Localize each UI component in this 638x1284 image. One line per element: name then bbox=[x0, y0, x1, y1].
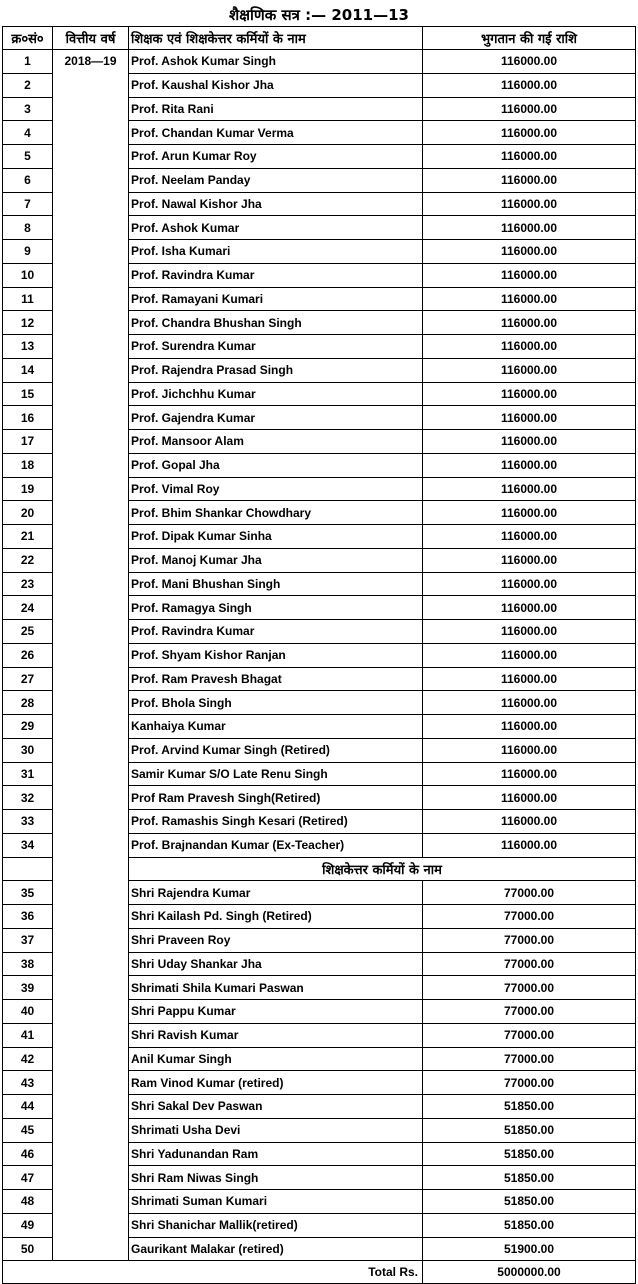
serial-no-cell: 28 bbox=[3, 691, 53, 715]
name-cell: Shri Uday Shankar Jha bbox=[129, 952, 423, 976]
amount-cell: 116000.00 bbox=[423, 358, 636, 382]
payment-table bbox=[2, 26, 636, 1284]
name-cell: Shri Ravish Kumar bbox=[129, 1023, 423, 1047]
serial-no-cell: 31 bbox=[3, 762, 53, 786]
amount-cell: 116000.00 bbox=[423, 596, 636, 620]
serial-no-cell: 35 bbox=[3, 881, 53, 905]
amount-cell: 116000.00 bbox=[423, 643, 636, 667]
amount-cell: 77000.00 bbox=[423, 1023, 636, 1047]
name-cell: Prof. Rita Rani bbox=[129, 97, 423, 121]
amount-cell: 116000.00 bbox=[423, 525, 636, 549]
serial-no-cell: 42 bbox=[3, 1047, 53, 1071]
name-cell: Prof. Ramagya Singh bbox=[129, 596, 423, 620]
serial-no-cell: 11 bbox=[3, 287, 53, 311]
amount-cell: 116000.00 bbox=[423, 548, 636, 572]
name-cell: Prof. Ramayani Kumari bbox=[129, 287, 423, 311]
serial-no-cell: 3 bbox=[3, 97, 53, 121]
amount-cell: 116000.00 bbox=[423, 97, 636, 121]
serial-no-cell: 36 bbox=[3, 905, 53, 929]
serial-no-cell: 29 bbox=[3, 715, 53, 739]
serial-no-cell: 40 bbox=[3, 1000, 53, 1024]
name-cell: Prof. Nawal Kishor Jha bbox=[129, 192, 423, 216]
name-cell: Prof. Dipak Kumar Sinha bbox=[129, 525, 423, 549]
serial-no-cell: 46 bbox=[3, 1142, 53, 1166]
table-body bbox=[3, 50, 636, 1284]
serial-no-cell: 47 bbox=[3, 1166, 53, 1190]
name-cell: Prof. Arvind Kumar Singh (Retired) bbox=[129, 738, 423, 762]
serial-no-cell: 30 bbox=[3, 738, 53, 762]
serial-no-cell: 16 bbox=[3, 406, 53, 430]
serial-no-cell: 1 bbox=[3, 50, 53, 74]
amount-cell: 77000.00 bbox=[423, 976, 636, 1000]
serial-no-cell: 12 bbox=[3, 311, 53, 335]
name-cell: Prof. Ravindra Kumar bbox=[129, 263, 423, 287]
serial-no-cell: 33 bbox=[3, 810, 53, 834]
amount-cell: 116000.00 bbox=[423, 572, 636, 596]
total-amount: 5000000.00 bbox=[423, 1261, 636, 1284]
name-cell: Prof. Brajnandan Kumar (Ex-Teacher) bbox=[129, 833, 423, 857]
serial-no-cell: 4 bbox=[3, 121, 53, 145]
name-cell: Prof. Jichchhu Kumar bbox=[129, 382, 423, 406]
name-cell: Prof. Ravindra Kumar bbox=[129, 620, 423, 644]
staff-section-title: शिक्षकेत्तर कर्मियों के नाम bbox=[129, 857, 636, 881]
serial-no-cell: 7 bbox=[3, 192, 53, 216]
amount-cell: 116000.00 bbox=[423, 73, 636, 97]
name-cell: Prof. Surendra Kumar bbox=[129, 335, 423, 359]
serial-no-cell: 38 bbox=[3, 952, 53, 976]
serial-no-cell: 19 bbox=[3, 477, 53, 501]
serial-no-cell: 48 bbox=[3, 1190, 53, 1214]
serial-no-cell: 49 bbox=[3, 1213, 53, 1237]
amount-cell: 116000.00 bbox=[423, 833, 636, 857]
amount-cell: 116000.00 bbox=[423, 477, 636, 501]
serial-no-cell: 5 bbox=[3, 145, 53, 169]
name-cell: Ram Vinod Kumar (retired) bbox=[129, 1071, 423, 1095]
name-cell: Prof. Bhola Singh bbox=[129, 691, 423, 715]
serial-no-cell: 44 bbox=[3, 1095, 53, 1119]
serial-no-cell: 26 bbox=[3, 643, 53, 667]
serial-no-cell: 45 bbox=[3, 1118, 53, 1142]
serial-no-cell: 34 bbox=[3, 833, 53, 857]
total-label: Total Rs. bbox=[3, 1261, 423, 1284]
name-cell: Prof. Gopal Jha bbox=[129, 453, 423, 477]
name-cell: Prof. Arun Kumar Roy bbox=[129, 145, 423, 169]
amount-cell: 116000.00 bbox=[423, 453, 636, 477]
serial-no-cell: 23 bbox=[3, 572, 53, 596]
name-cell: Prof. Manoj Kumar Jha bbox=[129, 548, 423, 572]
serial-no-cell: 27 bbox=[3, 667, 53, 691]
serial-no-cell: 20 bbox=[3, 501, 53, 525]
serial-no-cell: 8 bbox=[3, 216, 53, 240]
name-cell: Prof. Mansoor Alam bbox=[129, 430, 423, 454]
name-cell: Prof. Isha Kumari bbox=[129, 240, 423, 264]
name-cell: Prof. Neelam Panday bbox=[129, 168, 423, 192]
name-cell: Shri Shanichar Mallik(retired) bbox=[129, 1213, 423, 1237]
name-cell: Shri Praveen Roy bbox=[129, 928, 423, 952]
serial-no-cell: 15 bbox=[3, 382, 53, 406]
total-row bbox=[3, 1261, 636, 1284]
amount-cell: 116000.00 bbox=[423, 762, 636, 786]
amount-cell: 116000.00 bbox=[423, 786, 636, 810]
amount-cell: 77000.00 bbox=[423, 1000, 636, 1024]
amount-cell: 77000.00 bbox=[423, 1047, 636, 1071]
amount-cell: 116000.00 bbox=[423, 810, 636, 834]
serial-no-cell: 22 bbox=[3, 548, 53, 572]
amount-cell: 116000.00 bbox=[423, 50, 636, 74]
amount-cell: 116000.00 bbox=[423, 406, 636, 430]
amount-cell: 51850.00 bbox=[423, 1190, 636, 1214]
amount-cell: 51850.00 bbox=[423, 1118, 636, 1142]
name-cell: Prof. Ramashis Singh Kesari (Retired) bbox=[129, 810, 423, 834]
name-cell: Shri Kailash Pd. Singh (Retired) bbox=[129, 905, 423, 929]
amount-cell: 116000.00 bbox=[423, 287, 636, 311]
header-row bbox=[3, 27, 636, 50]
header-financial-year: वित्तीय वर्ष bbox=[53, 27, 129, 50]
amount-cell: 116000.00 bbox=[423, 240, 636, 264]
amount-cell: 77000.00 bbox=[423, 1071, 636, 1095]
amount-cell: 77000.00 bbox=[423, 905, 636, 929]
amount-cell: 116000.00 bbox=[423, 501, 636, 525]
amount-cell: 116000.00 bbox=[423, 121, 636, 145]
amount-cell: 116000.00 bbox=[423, 620, 636, 644]
amount-cell: 116000.00 bbox=[423, 691, 636, 715]
name-cell: Shri Rajendra Kumar bbox=[129, 881, 423, 905]
serial-no-cell: 10 bbox=[3, 263, 53, 287]
name-cell: Prof. Ashok Kumar Singh bbox=[129, 50, 423, 74]
amount-cell: 116000.00 bbox=[423, 192, 636, 216]
name-cell: Gaurikant Malakar (retired) bbox=[129, 1237, 423, 1261]
name-cell: Kanhaiya Kumar bbox=[129, 715, 423, 739]
amount-cell: 51850.00 bbox=[423, 1095, 636, 1119]
amount-cell: 116000.00 bbox=[423, 715, 636, 739]
amount-cell: 51900.00 bbox=[423, 1237, 636, 1261]
amount-cell: 116000.00 bbox=[423, 738, 636, 762]
name-cell: Anil Kumar Singh bbox=[129, 1047, 423, 1071]
amount-cell: 116000.00 bbox=[423, 335, 636, 359]
serial-no-cell: 17 bbox=[3, 430, 53, 454]
financial-year-cell: 2018—19 bbox=[53, 50, 129, 1261]
name-cell: Shri Sakal Dev Paswan bbox=[129, 1095, 423, 1119]
name-cell: Prof. Chandra Bhushan Singh bbox=[129, 311, 423, 335]
name-cell: Samir Kumar S/O Late Renu Singh bbox=[129, 762, 423, 786]
name-cell: Prof. Ram Pravesh Bhagat bbox=[129, 667, 423, 691]
serial-no-cell: 25 bbox=[3, 620, 53, 644]
amount-cell: 116000.00 bbox=[423, 311, 636, 335]
name-cell: Prof. Chandan Kumar Verma bbox=[129, 121, 423, 145]
section-blank-cell bbox=[3, 857, 53, 881]
amount-cell: 116000.00 bbox=[423, 263, 636, 287]
header-amount: भुगतान की गई राशि bbox=[423, 27, 636, 50]
name-cell: Shri Pappu Kumar bbox=[129, 1000, 423, 1024]
serial-no-cell: 50 bbox=[3, 1237, 53, 1261]
name-cell: Prof. Rajendra Prasad Singh bbox=[129, 358, 423, 382]
serial-no-cell: 2 bbox=[3, 73, 53, 97]
name-cell: Prof. Ashok Kumar bbox=[129, 216, 423, 240]
name-cell: Prof. Gajendra Kumar bbox=[129, 406, 423, 430]
amount-cell: 77000.00 bbox=[423, 881, 636, 905]
sheet-title: शैक्षणिक सत्र :— 2011—13 bbox=[229, 6, 409, 24]
name-cell: Shri Ram Niwas Singh bbox=[129, 1166, 423, 1190]
amount-cell: 116000.00 bbox=[423, 145, 636, 169]
serial-no-cell: 6 bbox=[3, 168, 53, 192]
table-row bbox=[3, 50, 636, 74]
name-cell: Prof. Mani Bhushan Singh bbox=[129, 572, 423, 596]
name-cell: Shrimati Suman Kumari bbox=[129, 1190, 423, 1214]
amount-cell: 116000.00 bbox=[423, 168, 636, 192]
amount-cell: 51850.00 bbox=[423, 1213, 636, 1237]
amount-cell: 77000.00 bbox=[423, 952, 636, 976]
amount-cell: 51850.00 bbox=[423, 1142, 636, 1166]
serial-no-cell: 24 bbox=[3, 596, 53, 620]
name-cell: Prof. Vimal Roy bbox=[129, 477, 423, 501]
amount-cell: 116000.00 bbox=[423, 382, 636, 406]
name-cell: Prof. Bhim Shankar Chowdhary bbox=[129, 501, 423, 525]
amount-cell: 116000.00 bbox=[423, 667, 636, 691]
amount-cell: 51850.00 bbox=[423, 1166, 636, 1190]
name-cell: Prof. Shyam Kishor Ranjan bbox=[129, 643, 423, 667]
serial-no-cell: 39 bbox=[3, 976, 53, 1000]
header-serial-no: क्र०सं० bbox=[3, 27, 53, 50]
amount-cell: 116000.00 bbox=[423, 430, 636, 454]
amount-cell: 116000.00 bbox=[423, 216, 636, 240]
name-cell: Prof. Kaushal Kishor Jha bbox=[129, 73, 423, 97]
serial-no-cell: 13 bbox=[3, 335, 53, 359]
serial-no-cell: 37 bbox=[3, 928, 53, 952]
name-cell: Shri Yadunandan Ram bbox=[129, 1142, 423, 1166]
serial-no-cell: 9 bbox=[3, 240, 53, 264]
serial-no-cell: 32 bbox=[3, 786, 53, 810]
serial-no-cell: 14 bbox=[3, 358, 53, 382]
serial-no-cell: 41 bbox=[3, 1023, 53, 1047]
serial-no-cell: 18 bbox=[3, 453, 53, 477]
name-cell: Shrimati Shila Kumari Paswan bbox=[129, 976, 423, 1000]
name-cell: Prof Ram Pravesh Singh(Retired) bbox=[129, 786, 423, 810]
header-name: शिक्षक एवं शिक्षकेत्तर कर्मियों के नाम bbox=[129, 27, 423, 50]
name-cell: Shrimati Usha Devi bbox=[129, 1118, 423, 1142]
serial-no-cell: 43 bbox=[3, 1071, 53, 1095]
serial-no-cell: 21 bbox=[3, 525, 53, 549]
amount-cell: 77000.00 bbox=[423, 928, 636, 952]
